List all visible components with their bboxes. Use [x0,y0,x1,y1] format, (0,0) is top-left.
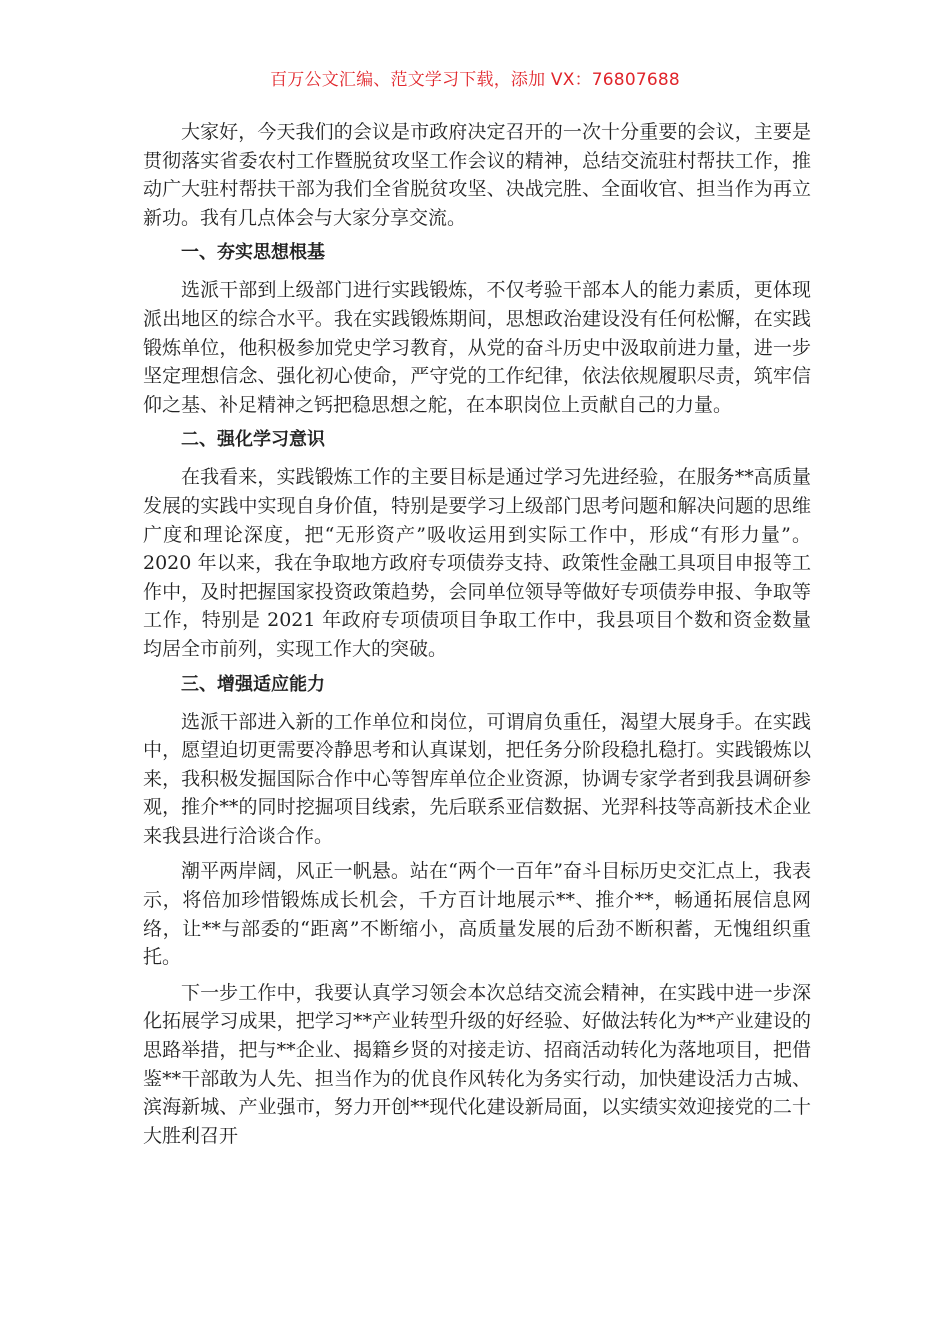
section-3-paragraph-2: 潮平两岸阔，风正一帆悬。站在“两个一百年”奋斗目标历史交汇点上，我表示，将倍加珍惜锻炼成长机会，千方百计地展示**、推介**，畅通拓展信息网络，让**与部委的“距离”不断缩小，高质量发展的后劲不断积蓄，无愧组织重托。 [143,860,811,969]
section-heading-3: 三、增强适应能力 [181,673,325,695]
document-body [143,118,811,1157]
intro-paragraph: 大家好，今天我们的会议是市政府决定召开的一次十分重要的会议，主要是贯彻落实省委农村工作暨脱贫攻坚工作会议的精神，总结交流驻村帮扶工作，推动广大驻村帮扶干部为我们全省脱贫攻坚、决战完胜、全面收官、担当作为再立新功。我有几点体会与大家分享交流。 [143,121,811,229]
section-3-paragraph-3: 下一步工作中，我要认真学习领会本次总结交流会精神，在实践中进一步深化拓展学习成果，把学习**产业转型升级的好经验、好做法转化为**产业建设的思路举措，把与**企业、揭籍乡贤的对接走访、招商活动转化为落地项目，把借鉴**干部敢为人先、担当作为的优良作风转化为务实行动，加快建设活力古城、滨海新城、产业强市，努力开创**现代化建设新局面，以实绩实效迎接党的二十大胜利召开 [143,981,811,1147]
section-heading-2: 二、强化学习意识 [181,429,325,451]
section-heading-1: 一、夯实思想根基 [181,242,325,264]
section-1-paragraph: 选派干部到上级部门进行实践锻炼，不仅考验干部本人的能力素质，更体现派出地区的综合水平。我在实践锻炼期间，思想政治建设没有任何松懈，在实践锻炼单位，他积极参加党史学习教育，从党的奋斗历史中汲取前进力量，进一步坚定理想信念、强化初心使命，严守党的工作纪律，依法依规履职尽责，筑牢信仰之基、补足精神之钙把稳思想之舵，在本职岗位上贡献自己的力量。 [143,279,811,416]
section-3-paragraph-1: 选派干部进入新的工作单位和岗位，可谓肩负重任，渴望大展身手。在实践中，愿望迫切更需要冷静思考和认真谋划，把任务分阶段稳扎稳打。实践锻炼以来，我积极发掘国际合作中心等智库单位企业资源，协调专家学者到我县调研参观，推介**的同时挖掘项目线索，先后联系亚信数据、光羿科技等高新技术企业来我县进行洽谈合作。 [143,710,811,847]
header-banner: 百万公文汇编、范文学习下载，添加 VX：76807688 [270,70,680,90]
section-2-paragraph: 在我看来，实践锻炼工作的主要目标是通过学习先进经验，在服务**高质量发展的实践中实现自身价值，特别是要学习上级部门思考问题和解决问题的思维广度和理论深度，把“无形资产”吸收运用到实际工作中，形成“有形力量”。2020 年以来，我在争取地方政府专项债券支持、政策性金融工具项目申报等工作中，及时把握国家投资政策趋势，会同单位领导等做好专项债券申报、争取等工作，特别是 2021 年政府专项债项目争取工作中，我县项目个数和资金数量均居全市前列，实现工作大的突破。 [143,466,811,660]
